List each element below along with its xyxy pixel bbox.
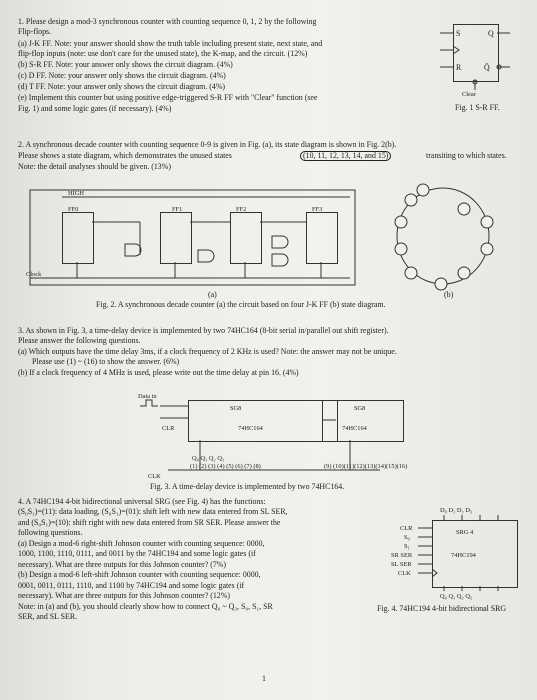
q1-line: Flip-flops. xyxy=(18,27,52,36)
fig2-caption: Fig. 2. A synchronous decade counter (a) the circuit based on four J-K FF (b) state diagram. xyxy=(96,300,386,309)
clock-label: Clock xyxy=(26,271,42,278)
fig1-clear-label: Clear xyxy=(462,91,476,98)
q4-line: Note: in (a) and (b), you should clearly show how to connect Q₀ ~ Q₃, S₀, S₁, SR xyxy=(18,602,273,611)
chip1-top: SG8 xyxy=(230,405,242,412)
high-label: HIGH xyxy=(68,190,84,197)
ff1-label: FF1 xyxy=(172,206,183,213)
chip1-name: 74HC164 xyxy=(238,425,263,432)
fig1-q-label: Q xyxy=(488,29,494,38)
page-number: 1 xyxy=(262,674,266,683)
data-in-label: Data in xyxy=(138,393,157,400)
ff0-label: FF0 xyxy=(68,206,79,213)
fig1-r-label: R xyxy=(456,63,462,72)
q2-line: transiting to which states. xyxy=(426,151,507,160)
fig3-caption: Fig. 3. A time-delay device is implemented by two 74HC164. xyxy=(150,482,345,491)
74hc194-label: 74HC194 xyxy=(451,552,476,559)
pin-clk: CLK xyxy=(398,570,411,577)
q3-line: Please answer the following questions. xyxy=(18,336,141,345)
fig1-s-label: S xyxy=(456,29,461,38)
q4-line: following questions. xyxy=(18,528,83,537)
chip1-outputs: Q₀ Q₁ Q₂ Q₃ xyxy=(192,455,225,462)
q4-line: necessary). What are three outputs for this Johnson counter? (7%) xyxy=(18,560,227,569)
q4-line: 1000, 1100, 1110, 0111, and 0011 by the 74HC194 and some logic gates (if xyxy=(18,549,256,558)
unused-states-circled: (10, 11, 12, 13, 14, and 15) xyxy=(300,151,391,161)
q1-line: (a) J-K FF. Note: your answer should show the truth table including present state, next state, and xyxy=(18,39,323,48)
q1-line: (c) D FF. Note: your answer only shows the circuit diagram. (4%) xyxy=(18,71,226,80)
q4-line: and (S₀S₁)=(10): shift right with new data entered from SR SER. Please answer the xyxy=(18,518,281,527)
fig4-q-outputs: Q₀ Q₁ Q₂ Q₃ xyxy=(440,593,473,600)
ff3-label: FF3 xyxy=(312,206,323,213)
fig2-sub-a: (a) xyxy=(208,290,217,299)
pin-sl-ser: SL SER xyxy=(391,561,412,568)
q1-line: Fig. 1) and some logic gates (if necessary). (4%) xyxy=(18,104,172,113)
q3-line: 3. As shown in Fig. 3, a time-delay device is implemented by two 74HC164 (8-bit serial in/parallel out shift register). xyxy=(18,326,389,335)
srg4-label: SRG 4 xyxy=(456,529,474,536)
q2-line: Note: the detail analyses should be given. (13%) xyxy=(18,162,171,171)
pin-s1: S₁ xyxy=(404,543,410,550)
q3-line: (b) If a clock frequency of 4 MHz is used, please write out the time delay at pin 16. (4%) xyxy=(18,368,299,377)
chip2-name: 74HC164 xyxy=(342,425,367,432)
q1-line: (e) Implement this counter but using positive edge-triggered S-R FF with "Clear" function (see xyxy=(18,93,318,102)
fig1-qbar-label: Q̄ xyxy=(484,63,490,72)
q2-line: Please shows a state diagram, which demonstrates the unused states xyxy=(18,151,232,160)
chip1-pins: (1) (2) (3) (4) (5) (6) (7) (8) xyxy=(190,463,261,470)
q4-line: 0001, 0011, 0111, 1110, and 1100 by 74HC194 and some logic gates (if xyxy=(18,581,245,590)
chip2-pins: (9) (10)(11)(12)(13)(14)(15)(16) xyxy=(324,463,408,470)
chip2-top: SG8 xyxy=(354,405,366,412)
q3-line: (a) Which outputs have the time delay 3ms, if a clock frequency of 2 KHz is used? Note: the answer may not be unique. xyxy=(18,347,397,356)
q4-line: (b) Design a mod-6 left-shift Johnson counter with counting sequence: 0000, xyxy=(18,570,261,579)
q4-line: necessary). What are three outputs for this Johnson counter? (12%) xyxy=(18,591,230,600)
q4-line: (S₀S₁)=(11): data loading, (S₀S₁)=(01): shift left with new data entered from SL SER, xyxy=(18,507,288,516)
q1-line: (d) T FF. Note: your answer only shows the circuit diagram. (4%) xyxy=(18,82,226,91)
pin-s0: S₀ xyxy=(404,534,410,541)
fig1-caption: Fig. 1 S-R FF. xyxy=(455,103,500,112)
q3-line: Please use (1) ~ (16) to show the answer. (6%) xyxy=(32,357,180,366)
clk-label: CLK xyxy=(148,473,161,480)
q2-line: 2. A synchronous decade counter with counting sequence 0-9 is given in Fig. (a), its state diagram is shown in Fig. 2(b). xyxy=(18,140,397,149)
ff2-label: FF2 xyxy=(236,206,247,213)
pin-clr: CLR xyxy=(400,525,413,532)
fig2-sub-b: (b) xyxy=(444,290,454,299)
fig4-caption: Fig. 4. 74HC194 4-bit bidirectional SRG xyxy=(377,604,507,613)
fig4-d-inputs: D₀ D₁ D₂ D₃ xyxy=(440,507,473,514)
q1-line: flip-flop inputs (note: use don't care for the unused state), the K-map, and the circuit. (12%) xyxy=(18,49,308,58)
pin-sr-ser: SR SER xyxy=(391,552,413,559)
q4-line: (a) Design a mod-6 right-shift Johnson counter with counting sequence: 0000, xyxy=(18,539,265,548)
q1-line: 1. Please design a mod-3 synchronous counter with counting sequence 0, 1, 2 by the following xyxy=(18,17,317,26)
q4-line: SER, and SL SER. xyxy=(18,612,78,621)
q1-line: (b) S-R FF. Note: your answer only shows the circuit diagram. (4%) xyxy=(18,60,233,69)
chip1-clr: CLR xyxy=(162,425,175,432)
q4-line: 4. A 74HC194 4-bit bidirectional universal SRG (see Fig. 4) has the functions: xyxy=(18,497,266,506)
